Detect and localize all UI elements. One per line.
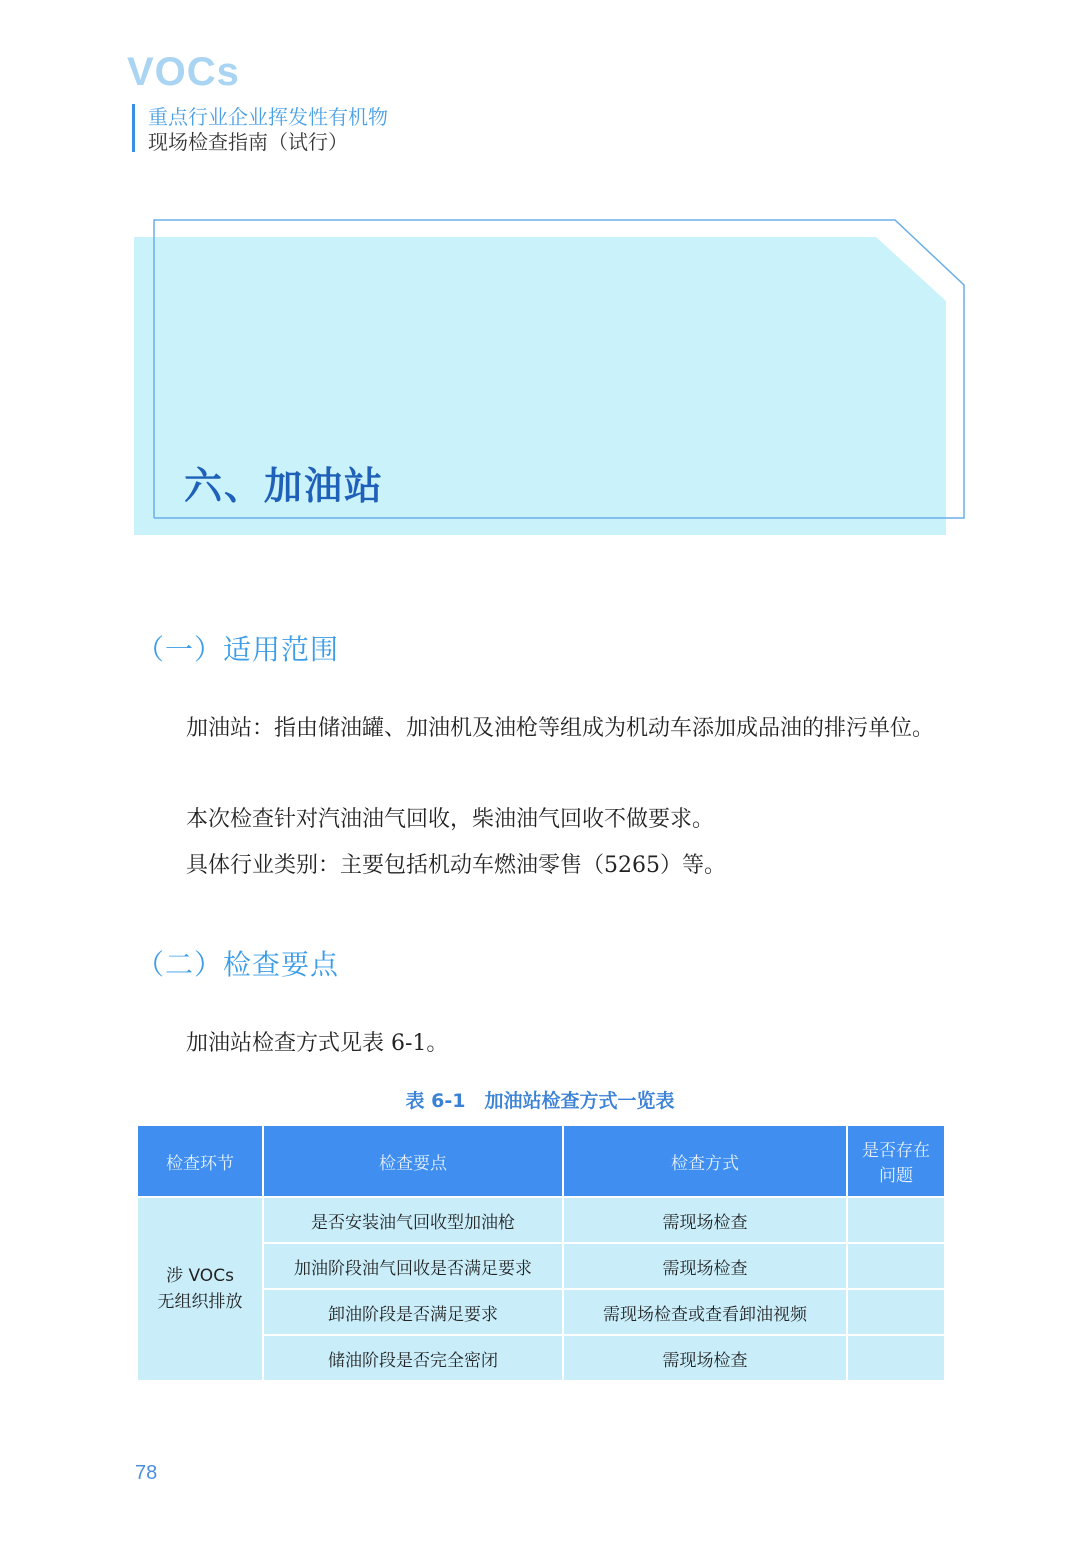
paragraph-definition: 加油站：指由储油罐、加油机及油枪等组成为机动车添加成品油的排污单位。: [186, 716, 935, 741]
cell-issue: [847, 1335, 945, 1381]
page-number: 78: [135, 1462, 158, 1484]
cell-method: 需现场检查: [563, 1335, 847, 1381]
header-subtitle-line2: 现场检查指南（试行）: [148, 130, 348, 154]
table-caption: 表 6-1 加油站检查方式一览表: [405, 1090, 675, 1112]
header-inspection-point: 检查要点: [263, 1125, 563, 1197]
table-row: [137, 1197, 945, 1243]
header-accent-bar: [132, 104, 135, 152]
header-inspection-stage: 检查环节: [137, 1125, 263, 1197]
cell-issue: [847, 1197, 945, 1243]
cell-method: 需现场检查: [563, 1243, 847, 1289]
chapter-title: 六、加油站: [184, 463, 385, 508]
cell-point: 加油阶段油气回收是否满足要求: [263, 1243, 563, 1289]
cell-stage-group: 涉 VOCs 无组织排放: [137, 1197, 263, 1381]
header-subtitle-line1: 重点行业企业挥发性有机物: [148, 105, 388, 129]
cell-point: 储油阶段是否完全密闭: [263, 1335, 563, 1381]
cell-issue: [847, 1289, 945, 1335]
section-heading-scope: （一）适用范围: [136, 633, 340, 666]
cell-issue: [847, 1243, 945, 1289]
vocs-logo: VOCs: [127, 50, 240, 94]
cell-method: 需现场检查: [563, 1197, 847, 1243]
header-inspection-method: 检查方式: [563, 1125, 847, 1197]
cell-point: 卸油阶段是否满足要求: [263, 1289, 563, 1335]
table-header-row: [137, 1125, 945, 1197]
inspection-method-table: [136, 1124, 946, 1382]
cell-point: 是否安装油气回收型加油枪: [263, 1197, 563, 1243]
paragraph-table-reference: 加油站检查方式见表 6-1。: [186, 1031, 449, 1056]
paragraph-industry-category: 具体行业类别：主要包括机动车燃油零售（5265）等。: [186, 853, 726, 878]
cell-method: 需现场检查或查看卸油视频: [563, 1289, 847, 1335]
paragraph-scope-note: 本次检查针对汽油油气回收，柴油油气回收不做要求。: [186, 807, 715, 832]
header-has-issue: 是否存在问题: [847, 1125, 945, 1197]
section-heading-key-points: （二）检查要点: [136, 948, 340, 981]
